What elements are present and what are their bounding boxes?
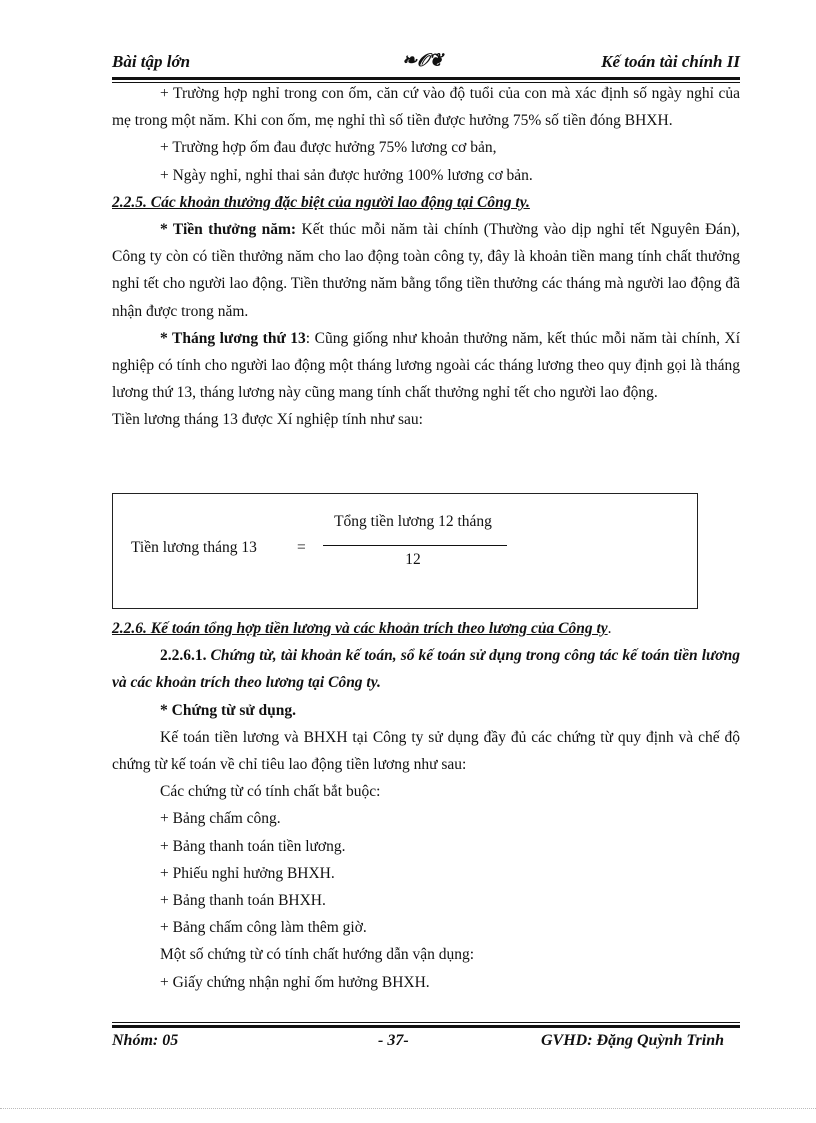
paragraph: + Trường hợp ốm đau được hưởng 75% lương cơ bản,: [160, 139, 497, 157]
paragraph-annual-bonus: [112, 216, 740, 325]
fraction-bar: [323, 545, 507, 546]
footer-page-number: - 37-: [378, 1032, 409, 1049]
page-header: [112, 52, 740, 76]
formula-equals: =: [297, 539, 306, 556]
heading-2-2-6-text: 2.2.6. Kế toán tổng hợp tiền lương và các khoản trích theo lương của Công ty: [112, 620, 608, 637]
section-heading-2-2-5: 2.2.5. Các khoản thưởng đặc biệt của người lao động tại Công ty.: [112, 193, 530, 211]
page-footer: [112, 1032, 740, 1056]
body-text-bottom: [112, 615, 740, 996]
list-item: + Bảng thanh toán BHXH.: [160, 892, 326, 910]
footer-group: Nhóm: 05: [112, 1032, 179, 1049]
formula-denominator: 12: [405, 551, 421, 568]
heading-2-2-6-1-text: Chứng từ, tài khoản kế toán, sổ kế toán sử dụng trong công tác kế toán tiền lương và các khoản trích theo lương tại Công ty.: [112, 647, 740, 692]
list-item: + Bảng thanh toán tiền lương.: [160, 837, 346, 855]
paragraph: Tiền lương tháng 13 được Xí nghiệp tính như sau:: [112, 411, 423, 429]
label-annual-bonus: * Tiền thưởng năm:: [160, 221, 297, 239]
header-right: Kế toán tài chính II: [601, 52, 740, 71]
body-text-top: [112, 80, 740, 434]
page-edge-dotted-line: [0, 1108, 816, 1109]
section-heading-2-2-6: [112, 615, 740, 642]
label-13th-month: * Tháng lương thứ 13: [160, 329, 306, 347]
text-13th-month: : Cũng giống như khoản thưởng năm, kết thúc mỗi năm tài chính, Xí nghiệp có tính cho người lao động một tháng lương ngoài các tháng lương theo quy định gọi là tháng lương thứ 13, tháng lương này cũng mang tính chất thưởng nghỉ tết cho người lao động.: [112, 329, 741, 402]
list-item: + Giấy chứng nhận nghỉ ốm hưởng BHXH.: [160, 973, 430, 991]
footer-rule-thin: [112, 1022, 740, 1023]
paragraph-13th-month: [112, 325, 740, 407]
formula-lhs: Tiền lương tháng 13: [131, 539, 257, 556]
list-item: + Bảng chấm công làm thêm giờ.: [160, 919, 367, 937]
heading-2-2-6-end: .: [607, 620, 612, 637]
header-left: Bài tập lớn: [112, 52, 191, 71]
section-heading-2-2-6-1: [112, 642, 740, 696]
text-annual-bonus: Kết thúc mỗi năm tài chính (Thường vào dịp nghỉ tết Nguyên Đán), Công ty còn có tiền thưởng năm cho lao động toàn công ty, đây là khoản tiền mang tính chất thưởng nghỉ tết cho người lao động. Tiền thưởng năm bằng tổng tiền thưởng các tháng mà người lao động đã nhận được trong năm.: [112, 221, 740, 320]
paragraph: + Trường hợp nghỉ trong con ốm, căn cứ vào độ tuổi của con mà xác định số ngày nghỉ của mẹ trong một năm. Khi con ốm, mẹ nghỉ thì số tiền được hưởng 75% số tiền đóng BHXH.: [112, 85, 740, 130]
heading-2-2-6-1-number: 2.2.6.1.: [160, 647, 207, 665]
header-ornament: ❧𝒪❦: [402, 50, 444, 70]
paragraph: Một số chứng từ có tính chất hướng dẫn vận dụng:: [160, 946, 475, 964]
formula-box: [112, 493, 698, 609]
footer-rule-thick: [112, 1025, 740, 1028]
subheading-documents: * Chứng từ sử dụng.: [160, 701, 297, 719]
list-item: + Phiếu nghỉ hưởng BHXH.: [160, 864, 335, 882]
paragraph: Các chứng từ có tính chất bắt buộc:: [160, 783, 381, 801]
paragraph: Kế toán tiền lương và BHXH tại Công ty sử dụng đầy đủ các chứng từ quy định và chế độ chứng từ kế toán về chỉ tiêu lao động tiền lương như sau:: [112, 728, 740, 774]
footer-instructor: GVHD: Đặng Quỳnh Trinh: [540, 1032, 724, 1049]
formula-numerator: Tổng tiền lương 12 tháng: [334, 513, 492, 530]
paragraph: + Ngày nghỉ, nghỉ thai sản được hưởng 100% lương cơ bản.: [160, 166, 533, 184]
list-item: + Bảng chấm công.: [160, 810, 281, 828]
